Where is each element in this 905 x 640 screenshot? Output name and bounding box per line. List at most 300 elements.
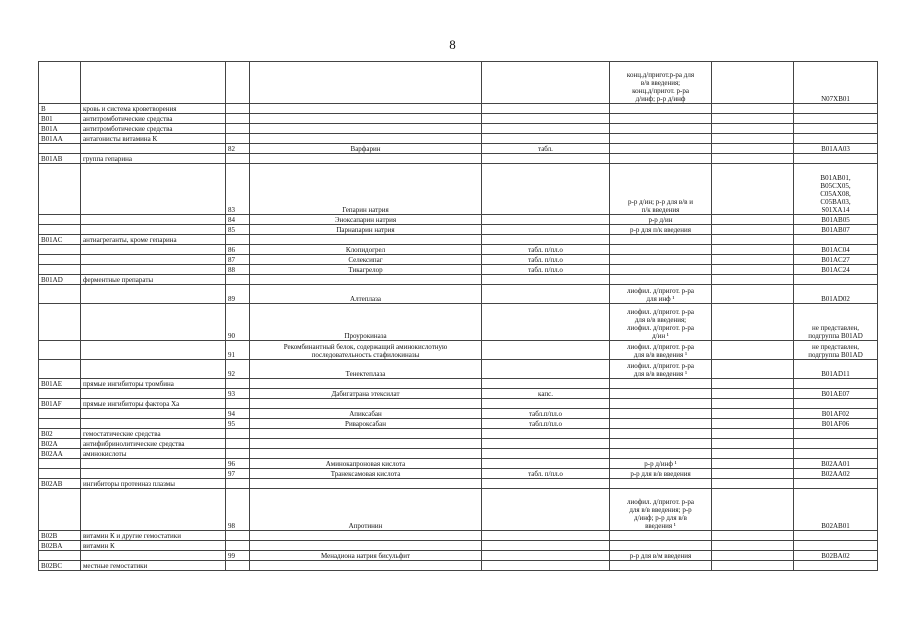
row-number-cell (226, 479, 250, 489)
atc-drug-code-cell (794, 114, 878, 124)
solution-form-cell (610, 144, 712, 154)
drug-name-cell: Тенектеплаза (250, 360, 482, 379)
solution-form-cell: р-р д/инф ¹ (610, 459, 712, 469)
table-row (39, 134, 878, 144)
tablet-form-cell (482, 541, 610, 551)
table-row (39, 469, 878, 479)
tablet-form-cell (482, 379, 610, 389)
table-body (39, 62, 878, 571)
drug-name-cell (250, 379, 482, 389)
group-name-cell: аминокислоты (81, 449, 226, 459)
solution-form-cell (610, 265, 712, 275)
atc-drug-code-cell: B01AB07 (794, 225, 878, 235)
atc-drug-code-cell (794, 124, 878, 134)
tablet-form-cell: табл.п/пл.о (482, 409, 610, 419)
tablet-form-cell: табл. п/пл.о (482, 255, 610, 265)
tablet-form-cell: табл. (482, 144, 610, 154)
atc-drug-code-cell: N07XB01 (794, 62, 878, 104)
table-row (39, 265, 878, 275)
drug-name-cell: Гепарин натрия (250, 164, 482, 215)
tablet-form-cell (482, 114, 610, 124)
solution-form-cell (610, 561, 712, 571)
other-form-cell (712, 489, 794, 531)
tablet-form-cell (482, 360, 610, 379)
other-form-cell (712, 255, 794, 265)
atc-code-cell (39, 164, 81, 215)
other-form-cell (712, 561, 794, 571)
tablet-form-cell (482, 225, 610, 235)
atc-drug-code-cell: B01AB05 (794, 215, 878, 225)
tablet-form-cell (482, 134, 610, 144)
row-number-cell (226, 154, 250, 164)
atc-drug-code-cell: B01AC24 (794, 265, 878, 275)
atc-drug-code-cell: B01AC27 (794, 255, 878, 265)
row-number-cell (226, 561, 250, 571)
table-row (39, 379, 878, 389)
table-row (39, 439, 878, 449)
group-name-cell (81, 225, 226, 235)
other-form-cell (712, 304, 794, 341)
atc-drug-code-cell: B01AB01, B05CX05, C05AX08, C05BA03, S01XA14 (794, 164, 878, 215)
drug-name-cell: Транексамовая кислота (250, 469, 482, 479)
atc-code-cell (39, 245, 81, 255)
solution-form-cell (610, 379, 712, 389)
table-row (39, 551, 878, 561)
other-form-cell (712, 104, 794, 114)
atc-drug-code-cell: B01AE07 (794, 389, 878, 399)
atc-code-cell: B01AF (39, 399, 81, 409)
group-name-cell: прямые ингибиторы фактора Xa (81, 399, 226, 409)
tablet-form-cell: табл. п/пл.о (482, 245, 610, 255)
table-row (39, 479, 878, 489)
drug-name-cell (250, 449, 482, 459)
group-name-cell (81, 389, 226, 399)
other-form-cell (712, 114, 794, 124)
atc-drug-code-cell (794, 134, 878, 144)
drug-name-cell (250, 124, 482, 134)
tablet-form-cell (482, 429, 610, 439)
atc-drug-code-cell: B01AF02 (794, 409, 878, 419)
table-row (39, 429, 878, 439)
other-form-cell (712, 62, 794, 104)
atc-code-cell: B01AC (39, 235, 81, 245)
atc-code-cell (39, 225, 81, 235)
row-number-cell: 99 (226, 551, 250, 561)
row-number-cell (226, 134, 250, 144)
atc-code-cell (39, 360, 81, 379)
atc-code-cell (39, 304, 81, 341)
atc-code-cell (39, 389, 81, 399)
tablet-form-cell (482, 285, 610, 304)
other-form-cell (712, 245, 794, 255)
atc-code-cell (39, 419, 81, 429)
group-name-cell: антитромботические средства (81, 124, 226, 134)
other-form-cell (712, 164, 794, 215)
drug-name-cell: Апиксабан (250, 409, 482, 419)
row-number-cell: 98 (226, 489, 250, 531)
table-row (39, 341, 878, 360)
table-row (39, 144, 878, 154)
atc-drug-code-cell (794, 449, 878, 459)
table-row (39, 419, 878, 429)
drug-name-cell: Клопидогрел (250, 245, 482, 255)
tablet-form-cell (482, 531, 610, 541)
row-number-cell (226, 379, 250, 389)
other-form-cell (712, 285, 794, 304)
drug-name-cell: Апротинин (250, 489, 482, 531)
group-name-cell: витамин К и другие гемостатики (81, 531, 226, 541)
group-name-cell (81, 341, 226, 360)
row-number-cell: 85 (226, 225, 250, 235)
tablet-form-cell (482, 154, 610, 164)
row-number-cell: 83 (226, 164, 250, 215)
table-row (39, 389, 878, 399)
atc-code-cell: B02AB (39, 479, 81, 489)
other-form-cell (712, 275, 794, 285)
row-number-cell: 86 (226, 245, 250, 255)
solution-form-cell (610, 104, 712, 114)
other-form-cell (712, 459, 794, 469)
group-name-cell (81, 489, 226, 531)
atc-drug-code-cell (794, 479, 878, 489)
tablet-form-cell (482, 124, 610, 134)
solution-form-cell: р-р для в/м введения (610, 551, 712, 561)
drug-name-cell (250, 429, 482, 439)
tablet-form-cell (482, 104, 610, 114)
other-form-cell (712, 419, 794, 429)
row-number-cell (226, 531, 250, 541)
other-form-cell (712, 215, 794, 225)
drug-name-cell (250, 104, 482, 114)
other-form-cell (712, 265, 794, 275)
tablet-form-cell: капс. (482, 389, 610, 399)
solution-form-cell (610, 449, 712, 459)
tablet-form-cell (482, 275, 610, 285)
group-name-cell: витамин К (81, 541, 226, 551)
other-form-cell (712, 134, 794, 144)
table-row (39, 459, 878, 469)
row-number-cell (226, 399, 250, 409)
drug-name-cell (250, 235, 482, 245)
solution-form-cell (610, 479, 712, 489)
drug-name-cell (250, 134, 482, 144)
drug-name-cell (250, 479, 482, 489)
drug-name-cell (250, 399, 482, 409)
drug-name-cell: Варфарин (250, 144, 482, 154)
other-form-cell (712, 124, 794, 134)
drug-name-cell: Дабигатрана этексилат (250, 389, 482, 399)
tablet-form-cell (482, 561, 610, 571)
tablet-form-cell (482, 304, 610, 341)
drug-name-cell (250, 62, 482, 104)
atc-drug-code-cell (794, 439, 878, 449)
atc-drug-code-cell: B01AA03 (794, 144, 878, 154)
row-number-cell (226, 439, 250, 449)
other-form-cell (712, 225, 794, 235)
solution-form-cell (610, 124, 712, 134)
tablet-form-cell (482, 62, 610, 104)
solution-form-cell (610, 419, 712, 429)
atc-code-cell (39, 409, 81, 419)
tablet-form-cell (482, 341, 610, 360)
row-number-cell (226, 275, 250, 285)
other-form-cell (712, 379, 794, 389)
atc-code-cell (39, 489, 81, 531)
drug-name-cell (250, 531, 482, 541)
tablet-form-cell: табл. п/пл.о (482, 469, 610, 479)
table-row (39, 561, 878, 571)
atc-drug-code-cell: B02BA02 (794, 551, 878, 561)
group-name-cell: гемостатические средства (81, 429, 226, 439)
drug-name-cell: Аминокапроновая кислота (250, 459, 482, 469)
atc-drug-code-cell (794, 275, 878, 285)
drug-name-cell (250, 439, 482, 449)
row-number-cell: 91 (226, 341, 250, 360)
solution-form-cell (610, 245, 712, 255)
table-row (39, 399, 878, 409)
solution-form-cell: лиофил. д/пригот. р-ра для в/в введения ¹ (610, 360, 712, 379)
tablet-form-cell (482, 235, 610, 245)
atc-code-cell: B02AA (39, 449, 81, 459)
group-name-cell (81, 459, 226, 469)
tablet-form-cell (482, 215, 610, 225)
group-name-cell (81, 409, 226, 419)
group-name-cell (81, 62, 226, 104)
group-name-cell (81, 265, 226, 275)
drug-name-cell: Проурокиназа (250, 304, 482, 341)
row-number-cell (226, 235, 250, 245)
row-number-cell: 94 (226, 409, 250, 419)
other-form-cell (712, 360, 794, 379)
solution-form-cell (610, 439, 712, 449)
drug-name-cell: Рекомбинантный белок, содержащий аминокислотную последовательность стафилокиназы (250, 341, 482, 360)
table-row (39, 531, 878, 541)
other-form-cell (712, 531, 794, 541)
atc-code-cell: B01 (39, 114, 81, 124)
table-row (39, 409, 878, 419)
atc-drug-code-cell (794, 104, 878, 114)
solution-form-cell: р-р д/ин; р-р для в/в и п/к введения (610, 164, 712, 215)
atc-code-cell: B01AD (39, 275, 81, 285)
tablet-form-cell (482, 479, 610, 489)
solution-form-cell (610, 275, 712, 285)
other-form-cell (712, 541, 794, 551)
group-name-cell (81, 551, 226, 561)
tablet-form-cell (482, 551, 610, 561)
drug-name-cell: Менадиона натрия бисульфит (250, 551, 482, 561)
table-row (39, 304, 878, 341)
atc-drug-code-cell (794, 541, 878, 551)
atc-drug-code-cell: B01AD11 (794, 360, 878, 379)
atc-code-cell: B02BA (39, 541, 81, 551)
drug-name-cell: Тикагрелор (250, 265, 482, 275)
atc-code-cell: B (39, 104, 81, 114)
group-name-cell: ингибиторы протеиназ плазмы (81, 479, 226, 489)
solution-form-cell (610, 541, 712, 551)
table-row (39, 235, 878, 245)
group-name-cell (81, 164, 226, 215)
atc-code-cell: B01A (39, 124, 81, 134)
group-name-cell: антифибринолитические средства (81, 439, 226, 449)
drug-table (38, 61, 878, 571)
other-form-cell (712, 551, 794, 561)
group-name-cell: ферментные препараты (81, 275, 226, 285)
atc-drug-code-cell: B02AB01 (794, 489, 878, 531)
atc-drug-code-cell: B02AA02 (794, 469, 878, 479)
table-row (39, 255, 878, 265)
group-name-cell (81, 469, 226, 479)
atc-code-cell (39, 459, 81, 469)
tablet-form-cell (482, 399, 610, 409)
table-row (39, 215, 878, 225)
atc-drug-code-cell (794, 154, 878, 164)
row-number-cell: 95 (226, 419, 250, 429)
drug-name-cell: Ривароксабан (250, 419, 482, 429)
drug-name-cell (250, 541, 482, 551)
table-row (39, 541, 878, 551)
row-number-cell (226, 114, 250, 124)
solution-form-cell: лиофил. д/пригот. р-ра для инф ¹ (610, 285, 712, 304)
solution-form-cell (610, 134, 712, 144)
atc-code-cell (39, 551, 81, 561)
atc-code-cell (39, 144, 81, 154)
table-row (39, 275, 878, 285)
tablet-form-cell: табл.п/пл.о (482, 419, 610, 429)
table-row (39, 360, 878, 379)
row-number-cell (226, 124, 250, 134)
atc-code-cell: B02B (39, 531, 81, 541)
tablet-form-cell: табл. п/пл.о (482, 265, 610, 275)
atc-code-cell (39, 469, 81, 479)
tablet-form-cell (482, 439, 610, 449)
solution-form-cell: р-р для п/к введения (610, 225, 712, 235)
other-form-cell (712, 469, 794, 479)
table-row (39, 114, 878, 124)
solution-form-cell: лиофил. д/пригот. р-ра для в/в введения ¹ (610, 341, 712, 360)
row-number-cell (226, 62, 250, 104)
solution-form-cell (610, 154, 712, 164)
table-row (39, 489, 878, 531)
solution-form-cell (610, 235, 712, 245)
other-form-cell (712, 429, 794, 439)
other-form-cell (712, 235, 794, 245)
solution-form-cell (610, 531, 712, 541)
solution-form-cell (610, 255, 712, 265)
row-number-cell (226, 541, 250, 551)
solution-form-cell: лиофил. д/пригот. р-ра для в/в введения; лиофил. д/пригот. р-ра д/ин ¹ (610, 304, 712, 341)
drug-name-cell: Эноксапарин натрия (250, 215, 482, 225)
drug-name-cell (250, 561, 482, 571)
atc-code-cell: B02 (39, 429, 81, 439)
group-name-cell: группа гепарина (81, 154, 226, 164)
group-name-cell (81, 304, 226, 341)
atc-drug-code-cell (794, 235, 878, 245)
atc-drug-code-cell (794, 379, 878, 389)
other-form-cell (712, 449, 794, 459)
group-name-cell (81, 144, 226, 154)
atc-drug-code-cell: не представлен, подгруппа B01AD (794, 304, 878, 341)
tablet-form-cell (482, 459, 610, 469)
atc-drug-code-cell (794, 429, 878, 439)
row-number-cell: 93 (226, 389, 250, 399)
tablet-form-cell (482, 489, 610, 531)
atc-code-cell (39, 255, 81, 265)
solution-form-cell (610, 429, 712, 439)
group-name-cell (81, 245, 226, 255)
row-number-cell: 82 (226, 144, 250, 154)
solution-form-cell (610, 389, 712, 399)
atc-code-cell (39, 265, 81, 275)
atc-code-cell: B01AE (39, 379, 81, 389)
atc-drug-code-cell: B01AC04 (794, 245, 878, 255)
solution-form-cell: конц.д/пригот.р-ра для в/в введения; конц.д/пригот. р-ра д/инф; р-р д/инф (610, 62, 712, 104)
solution-form-cell (610, 399, 712, 409)
table-row (39, 104, 878, 114)
atc-drug-code-cell (794, 531, 878, 541)
drug-name-cell: Селексипаг (250, 255, 482, 265)
table-row (39, 154, 878, 164)
atc-drug-code-cell: B02AA01 (794, 459, 878, 469)
row-number-cell: 84 (226, 215, 250, 225)
group-name-cell (81, 360, 226, 379)
row-number-cell: 96 (226, 459, 250, 469)
page-number: 8 (449, 37, 456, 52)
tablet-form-cell (482, 164, 610, 215)
other-form-cell (712, 399, 794, 409)
group-name-cell (81, 255, 226, 265)
group-name-cell: прямые ингибиторы тромбина (81, 379, 226, 389)
atc-drug-code-cell: не представлен, подгруппа B01AD (794, 341, 878, 360)
solution-form-cell: лиофил. д/пригот. р-ра для в/в введения; р-р д/инф; р-р для в/в введения ¹ (610, 489, 712, 531)
other-form-cell (712, 409, 794, 419)
atc-drug-code-cell (794, 399, 878, 409)
row-number-cell: 87 (226, 255, 250, 265)
drug-name-cell: Алтеплаза (250, 285, 482, 304)
drug-name-cell (250, 154, 482, 164)
group-name-cell: кровь и система кроветворения (81, 104, 226, 114)
group-name-cell: антиагреганты, кроме гепарина (81, 235, 226, 245)
group-name-cell: антагонисты витамина К (81, 134, 226, 144)
other-form-cell (712, 154, 794, 164)
row-number-cell: 90 (226, 304, 250, 341)
drug-name-cell (250, 114, 482, 124)
group-name-cell: местные гемостатики (81, 561, 226, 571)
other-form-cell (712, 341, 794, 360)
table-row (39, 225, 878, 235)
table-row (39, 449, 878, 459)
table-row (39, 285, 878, 304)
group-name-cell (81, 419, 226, 429)
row-number-cell: 89 (226, 285, 250, 304)
atc-drug-code-cell: B01AF06 (794, 419, 878, 429)
row-number-cell (226, 449, 250, 459)
atc-code-cell (39, 341, 81, 360)
atc-code-cell: B02A (39, 439, 81, 449)
solution-form-cell: р-р для в/в введения (610, 469, 712, 479)
atc-code-cell (39, 285, 81, 304)
row-number-cell (226, 429, 250, 439)
row-number-cell (226, 104, 250, 114)
row-number-cell: 92 (226, 360, 250, 379)
solution-form-cell (610, 409, 712, 419)
other-form-cell (712, 144, 794, 154)
atc-code-cell: B02BC (39, 561, 81, 571)
row-number-cell: 97 (226, 469, 250, 479)
other-form-cell (712, 479, 794, 489)
other-form-cell (712, 389, 794, 399)
tablet-form-cell (482, 449, 610, 459)
group-name-cell: антитромботические средства (81, 114, 226, 124)
